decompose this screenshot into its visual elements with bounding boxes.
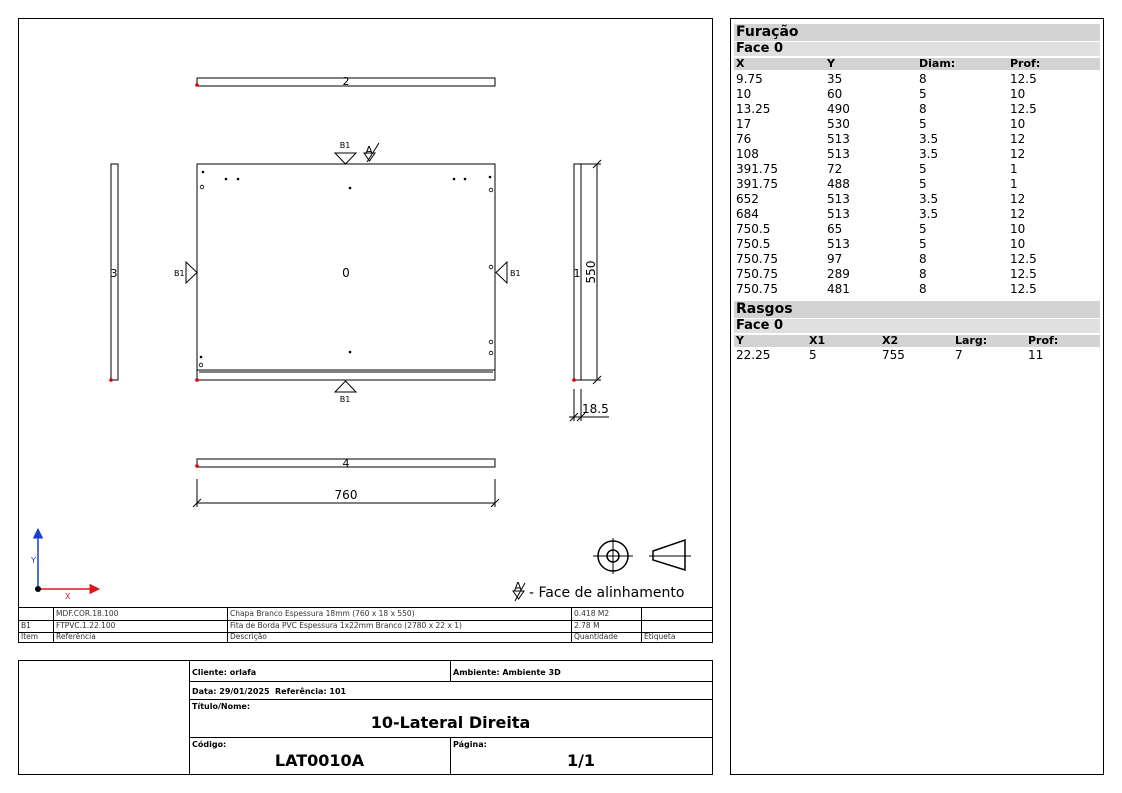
page-number: 1/1	[566, 751, 596, 770]
furacao-row: 17 530 5 10	[736, 117, 1026, 131]
edge-marker-bottom	[335, 381, 356, 404]
furacao-row: 684 513 3.5 12	[736, 207, 1026, 221]
edge-marker-left	[174, 262, 197, 283]
svg-text:A: A	[365, 144, 373, 157]
top-edge-strip	[195, 75, 495, 88]
furacao-header: X Y Diam: Prof:	[734, 58, 1100, 70]
date-field: Data: 29/01/2025	[192, 687, 270, 696]
technical-drawing	[19, 19, 712, 607]
axis-x-label: X	[65, 592, 71, 601]
panel-label: 0	[342, 266, 350, 280]
svg-text:760: 760	[334, 488, 358, 502]
bottom-edge-strip	[195, 457, 495, 470]
axis-indicator	[30, 529, 99, 601]
code-label: Código:	[192, 740, 227, 749]
furacao-row: 750.75 97 8 12.5	[736, 252, 1037, 266]
furacao-row: 76 513 3.5 12	[736, 132, 1026, 146]
machining-tables	[730, 18, 1104, 775]
furacao-row: 13.25 490 8 12.5	[736, 102, 1037, 116]
axis-y-label: Y	[31, 556, 36, 565]
title-label: Título/Nome:	[192, 702, 251, 711]
left-edge-strip	[109, 164, 118, 382]
projection-symbol-circle-icon	[593, 538, 633, 574]
furacao-title: Furação	[734, 24, 1100, 41]
furacao-row: 750.5 513 5 10	[736, 237, 1026, 251]
rasgos-face: Face 0	[734, 319, 1100, 333]
environment-field: Ambiente: Ambiente 3D	[453, 668, 561, 677]
furacao-row: 391.75 488 5 1	[736, 177, 1018, 191]
alignment-legend-text: - Face de alinhamento	[529, 585, 685, 601]
drawing-code: LAT0010A	[274, 751, 365, 770]
right-strip-label: 1	[573, 267, 581, 280]
bom-header: Item Referência Descrição Quantidade Etiqueta	[21, 632, 676, 641]
rasgos-row: 22.25 5 755 7 11	[736, 348, 1044, 362]
drawing-title: 10-Lateral Direita	[370, 713, 531, 732]
bom-row: B1 FTPVC.1.22.100 Fita de Borda PVC Espessura 1x22mm Branco (2780 x 22 x 1) 2.78 M	[19, 620, 712, 632]
alignment-legend	[513, 580, 684, 601]
dimension-height: 550	[584, 260, 598, 284]
client-field: Cliente: orlafa	[192, 668, 257, 677]
dimension-thickness	[569, 389, 609, 421]
svg-text:18.5: 18.5	[582, 402, 609, 416]
furacao-row: 108 513 3.5 12	[736, 147, 1026, 161]
rasgos-header: Y X1 X2 Larg: Prof:	[734, 335, 1100, 347]
dimension-width	[193, 479, 499, 507]
furacao-row: 750.75 289 8 12.5	[736, 267, 1037, 281]
main-panel	[195, 164, 495, 382]
svg-text:B1: B1	[510, 269, 521, 278]
reference-field: Referência: 101	[275, 687, 347, 696]
svg-text:B1: B1	[174, 269, 185, 278]
left-strip-label: 3	[110, 267, 118, 280]
edge-marker-top	[335, 141, 356, 164]
furacao-row: 391.75 72 5 1	[736, 162, 1018, 176]
drawing-frame	[18, 18, 713, 643]
bom-row: MDF.COR.18.100 Chapa Branco Espessura 18mm (760 x 18 x 550) 0.418 M2	[19, 608, 712, 620]
furacao-row: 750.75 481 8 12.5	[736, 282, 1037, 296]
bottom-strip-label: 4	[342, 457, 350, 470]
svg-text:A: A	[513, 580, 523, 594]
rasgos-title: Rasgos	[734, 301, 1100, 318]
top-strip-label: 2	[342, 75, 350, 88]
edge-marker-right	[496, 262, 521, 283]
furacao-row: 9.75 35 8 12.5	[736, 72, 1037, 86]
svg-text:B1: B1	[339, 395, 351, 404]
furacao-face: Face 0	[734, 42, 1100, 56]
svg-text:B1: B1	[339, 141, 351, 150]
alignment-marker	[364, 143, 379, 162]
furacao-row: 10 60 5 10	[736, 87, 1026, 101]
projection-symbol-cone-icon	[649, 540, 691, 570]
furacao-row: 750.5 65 5 10	[736, 222, 1026, 236]
page-label: Página:	[453, 740, 487, 749]
furacao-row: 652 513 3.5 12	[736, 192, 1026, 206]
right-edge-strip	[572, 160, 601, 384]
title-block	[18, 660, 713, 775]
